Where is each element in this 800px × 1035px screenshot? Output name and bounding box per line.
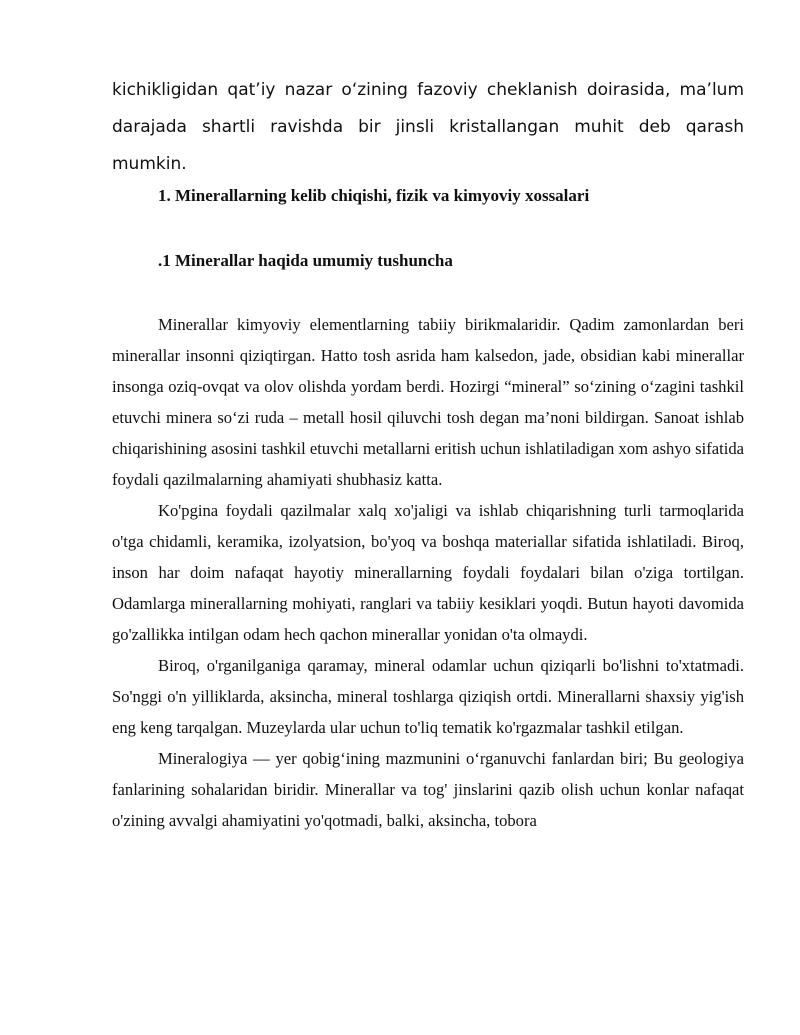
paragraph-mineral-interest: Biroq, o'rganilganiga qaramay, mineral odamlar uchun qiziqarli bo'lishni to'xtatmadi. So'nggi o'n yilliklarda, aksincha, mineral toshlarga qiziqish ortdi. Minerallarni shaxsiy yig'ish eng keng tarqalgan. Muzeylarda ular uchun to'liq tematik ko'rgazmalar tashkil etilgan. xyxy=(112,656,744,737)
body-text xyxy=(112,309,744,836)
paragraph-minerals-definition: Minerallar kimyoviy elementlarning tabiiy birikmalaridir. Qadim zamonlardan beri minerallar insonni qiziqtirgan. Hatto tosh asrida ham kalsedon, jade, obsidian kabi minerallar insonga oziq-ovqat va olov olishda yordam berdi. Hozirgi “mineral” so‘zining o‘zagini tashkil etuvchi minera so‘zi ruda – metall hosil qiluvchi tosh degan ma’noni bildirgan. Sanoat ishlab chiqarishining asosini tashkil etuvchi metallarni eritish uchun ishlatiladigan xom ashyo sifatida foydali qazilmalarning ahamiyati shubhasiz katta. xyxy=(112,315,744,489)
paragraph-mineralogy: Mineralogiya — yer qobig‘ining mazmunini o‘rganuvchi fanlardan biri; Bu geologiya fanlarining sohalaridan biridir. Minerallar va tog' jinslarini qazib olish uchun konlar nafaqat o'zining avvalgi ahamiyatini yo'qotmadi, balki, aksincha, tobora xyxy=(112,749,744,830)
intro-paragraph: kichikligidan qat’iy nazar o‘zining fazoviy cheklanish doirasida, ma’lum darajada shartli ravishda bir jinsli kristallangan muhit deb qarash mumkin. xyxy=(112,80,744,174)
paragraph-mineral-uses: Ko'pgina foydali qazilmalar xalq xo'jaligi va ishlab chiqarishning turli tarmoqlarida o'tga chidamli, keramika, izolyatsion, bo'yoq va boshqa materiallar sifatida ishlatiladi. Biroq, inson har doim nafaqat hayotiy minerallarning foydali foydalari bilan o'ziga tortilgan. Odamlarga minerallarning mohiyati, ranglari va tabiiy kesiklari yoqdi. Butun hayoti davomida go'zallikka intilgan odam hech qachon minerallar yonidan o'ta olmaydi. xyxy=(112,501,744,644)
subsection-heading: .1 Minerallar haqida umumiy tushuncha xyxy=(158,251,453,270)
section-heading: 1. Minerallarning kelib chiqishi, fizik va kimyoviy xossalari xyxy=(158,186,590,205)
